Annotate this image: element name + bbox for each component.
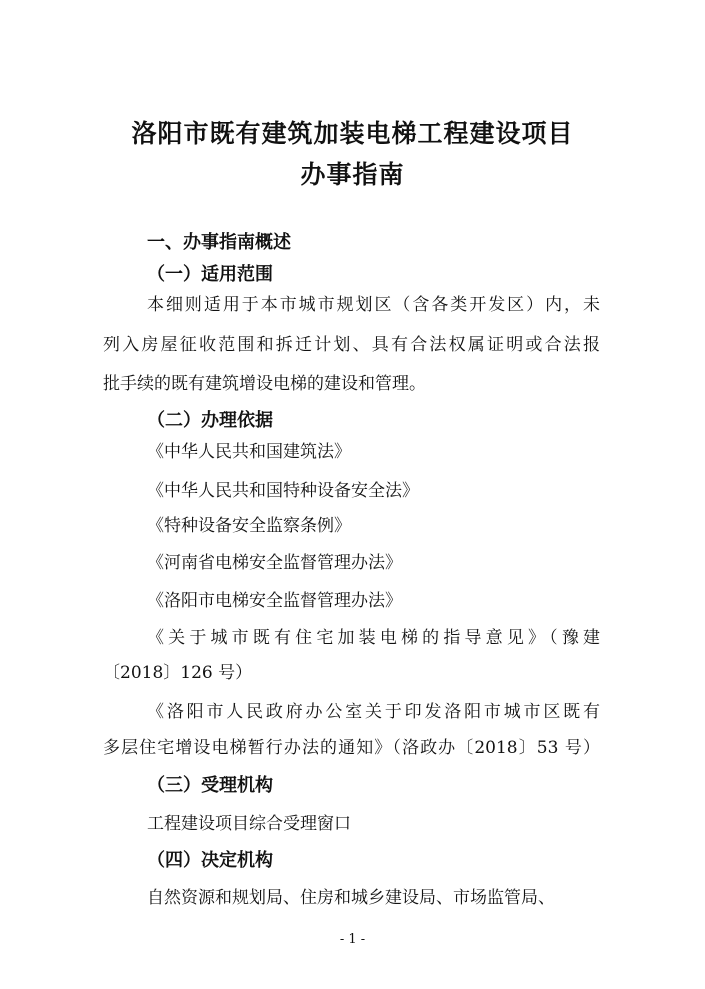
scope-line-1: 本细则适用于本市城市规划区（含各类开发区）内，未 <box>147 295 600 315</box>
decision-body-text: 自然资源和规划局、住房和城乡建设局、市场监管局、 <box>147 888 555 908</box>
subsection-heading-basis: （二）办理依据 <box>147 410 273 431</box>
basis-law-4: 《河南省电梯安全监督管理办法》 <box>147 553 402 573</box>
basis-law-1: 《中华人民共和国建筑法》 <box>147 442 351 462</box>
scope-line-2: 列入房屋征收范围和拆迁计划、具有合法权属证明或合法报 <box>103 335 600 355</box>
subsection-heading-acceptance: （三）受理机构 <box>147 775 273 796</box>
basis-law-2: 《中华人民共和国特种设备安全法》 <box>147 481 419 501</box>
subsection-heading-scope: （一）适用范围 <box>147 264 273 285</box>
scope-line-3: 批手续的既有建筑增设电梯的建设和管理。 <box>103 374 426 394</box>
basis-law-6-line-2: 〔2018〕126 号） <box>103 663 253 683</box>
basis-law-5: 《洛阳市电梯安全监督管理办法》 <box>147 591 402 611</box>
subsection-heading-decision: （四）决定机构 <box>147 850 273 871</box>
document-title-line-2: 办事指南 <box>300 160 405 189</box>
basis-law-7-line-2: 多层住宅增设电梯暂行办法的通知》（洛政办〔2018〕53 号） <box>103 738 600 758</box>
acceptance-body-text: 工程建设项目综合受理窗口 <box>147 814 351 834</box>
section-heading-overview: 一、办事指南概述 <box>147 232 291 253</box>
page-number: - 1 - <box>339 932 366 947</box>
basis-law-3: 《特种设备安全监察条例》 <box>147 516 351 536</box>
basis-law-7-line-1: 《洛阳市人民政府办公室关于印发洛阳市城市区既有 <box>147 702 600 722</box>
document-title-line-1: 洛阳市既有建筑加装电梯工程建设项目 <box>131 119 574 148</box>
basis-law-6-line-1: 《关于城市既有住宅加装电梯的指导意见》（豫建 <box>147 628 600 648</box>
